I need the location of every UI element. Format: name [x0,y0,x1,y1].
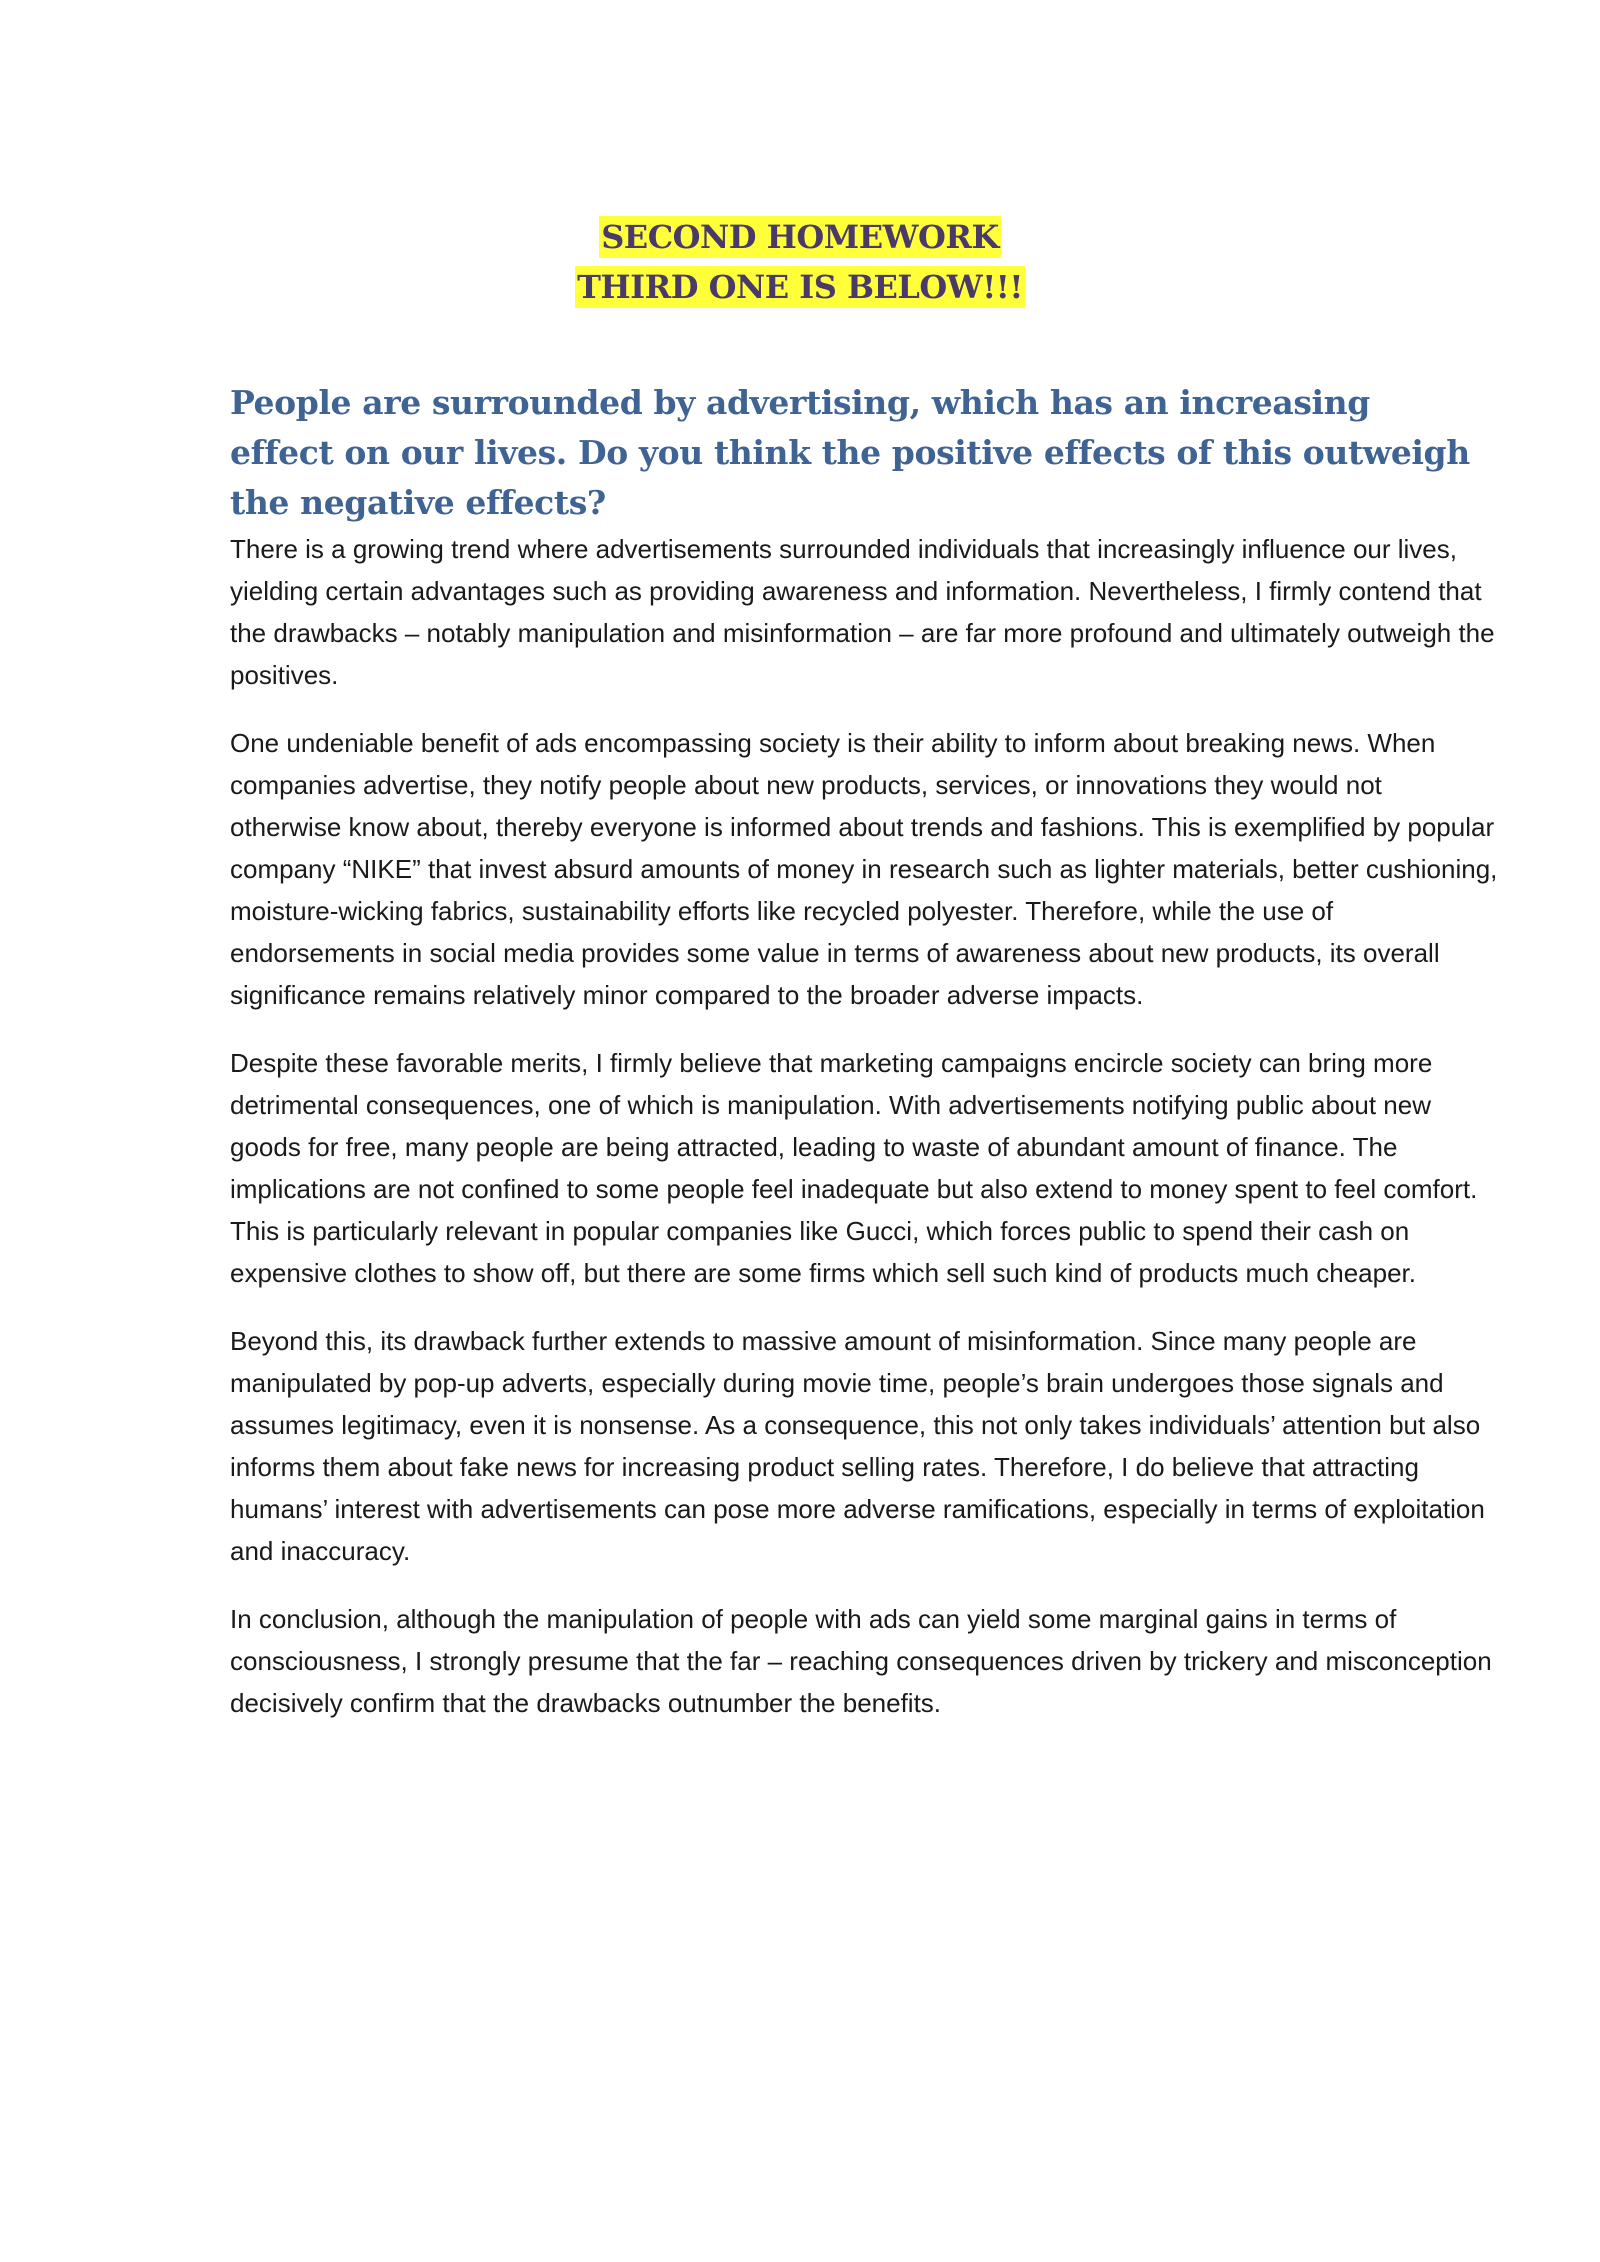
banner-subtitle: THIRD ONE IS BELOW!!! [577,268,1023,306]
paragraph-benefits: One undeniable benefit of ads encompassing society is their ability to inform about breaking news. When companies advertise, they notify people about new products, services, or innovations they would not otherwise know about, thereby everyone is informed about trends and fashions. This is exemplified by popular company “NIKE” that invest absurd amounts of money in research such as lighter materials, better cushioning, moisture-wicking fabrics, sustainability efforts like recycled polyester. Therefore, while the use of endorsements in social media provides some value in terms of awareness about new products, its overall significance remains relatively minor compared to the broader adverse impacts. [230,728,1498,1010]
paragraph-manipulation: Despite these favorable merits, I firmly believe that marketing campaigns encircle society can bring more detrimental consequences, one of which is manipulation. With advertisements notifying public about new goods for free, many people are being attracted, leading to waste of abundant amount of finance. The implications are not confined to some people feel inadequate but also extend to money spent to feel comfort. This is particularly relevant in popular companies like Gucci, which forces public to spend their cash on expensive clothes to show off, but there are some firms which sell such kind of products much cheaper. [230,1048,1478,1288]
paragraph-introduction: There is a growing trend where advertisements surrounded individuals that increasingly influence our lives, yielding certain advantages such as providing awareness and information. Nevertheless, I firmly contend that the drawbacks – notably manipulation and misinformation – are far more profound and ultimately outweigh the positives. [230,534,1495,690]
banner-line-1 [0,212,1600,262]
paragraph-conclusion: In conclusion, although the manipulation of people with ads can yield some marginal gains in terms of consciousness, I strongly presume that the far – reaching consequences driven by trickery and misconception decisively confirm that the drawbacks outnumber the benefits. [230,1604,1492,1718]
essay-body [230,378,1500,1750]
banner-title: SECOND HOMEWORK [601,218,999,256]
paragraph-misinformation: Beyond this, its drawback further extends to massive amount of misinformation. Since many people are manipulated by pop-up adverts, especially during movie time, people’s brain undergoes those signals and assumes legitimacy, even it is nonsense. As a consequence, this not only takes individuals’ attention but also informs them about fake news for increasing product selling rates. Therefore, I do believe that attracting humans’ interest with advertisements can pose more adverse ramifications, especially in terms of exploitation and inaccuracy. [230,1326,1485,1566]
homework-banner [0,212,1600,312]
essay-question: People are surrounded by advertising, which has an increasing effect on our lives. Do you think the positive effects of this outweigh the negative effects? [230,383,1470,522]
banner-line-2 [0,262,1600,312]
